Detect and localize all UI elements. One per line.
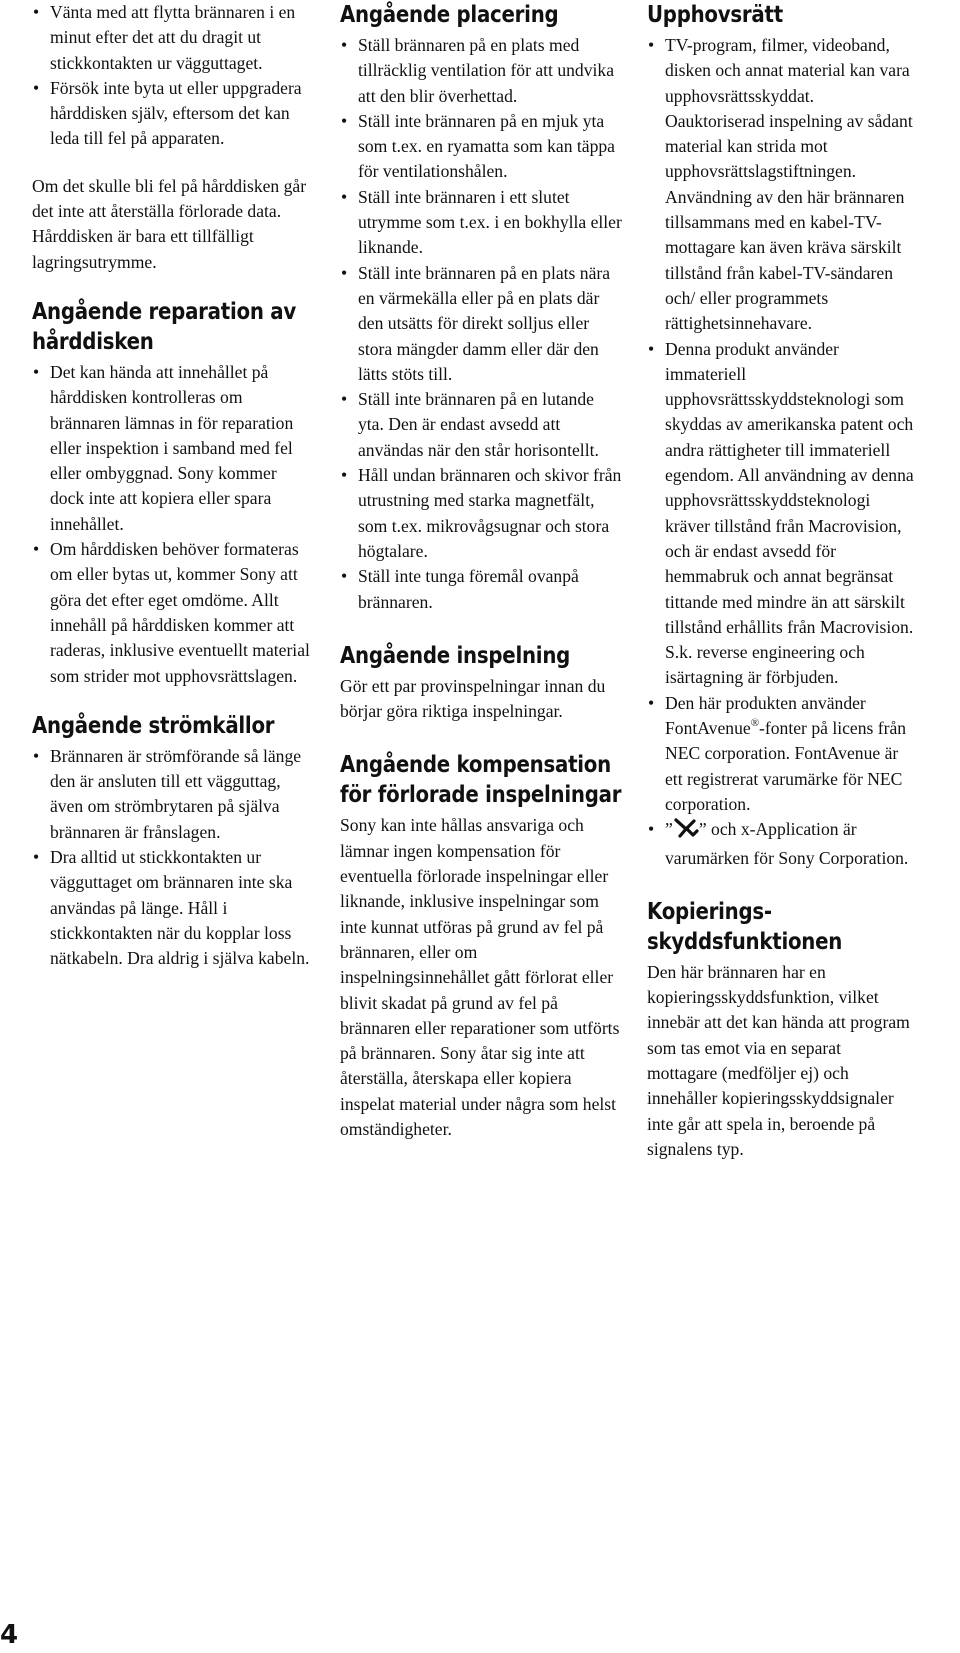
repair-list [32, 360, 310, 689]
list-item: • Ställ brännaren på en plats med tillräcklig ventilation för att undvika att den blir överhettad. [340, 33, 622, 109]
repair-heading: Angående reparation av hårddisken [32, 298, 296, 355]
power-list [32, 744, 310, 972]
open-quote: ” [665, 819, 673, 840]
list-item: • Brännaren är strömförande så länge den är ansluten till ett vägguttag, även om strömbrytaren på själva brännaren är frånslagen. [32, 744, 310, 845]
column-right [647, 0, 915, 1162]
recording-paragraph: Gör ett par provinspelningar innan du börjar göra riktiga inspelningar. [340, 675, 606, 722]
list-item: • Håll undan brännaren och skivor från utrustning med starka magnetfält, som t.ex. mikrovågsugnar och stora högtalare. [340, 463, 622, 564]
hdd-data-loss-paragraph: Om det skulle bli fel på hårddisken går det inte att återställa förlorade data. Hårddisken är bara ett tillfälligt lagringsutrymme. [32, 175, 307, 272]
fontavenue-license-text: -fonter på licens från NEC corporation. [665, 718, 907, 764]
list-item: • Ställ inte tunga föremål ovanpå brännaren. [340, 564, 622, 615]
power-heading: Angående strömkällor [32, 712, 275, 739]
page-number: 4 [0, 1620, 19, 1650]
copyright-heading: Upphovsrätt [647, 2, 783, 28]
copyprotect-heading [647, 897, 914, 957]
column-left [32, 0, 310, 972]
copyprotect-heading-line1: Kopierings- [647, 898, 772, 925]
copyprotect-paragraph: Den här brännaren har en kopieringsskyddsfunktion, vilket innebär att det kan hända att program som tas emot via en separat mottagare (medföljer ej) och innehåller kopieringsskyddsignaler inte går att spela in, beroende på signalens typ. [647, 961, 910, 1159]
copyright-list [647, 33, 915, 871]
placement-heading: Angående placering [340, 2, 559, 28]
list-item: • Ställ inte brännaren på en plats nära en värmekälla eller på en plats där den utsätts för direkt solljus eller stora mängder damm eller där den lätts stöts till. [340, 261, 622, 387]
list-item: • Ställ inte brännaren på en mjuk yta som t.ex. en ryamatta som kan täppa för ventilationshålen. [340, 109, 622, 185]
x-application-logo-icon [673, 818, 699, 845]
list-item: • Försök inte byta ut eller uppgradera hårddisken själv, eftersom det kan leda till fel på apparaten. [32, 76, 310, 152]
compensation-paragraph: Sony kan inte hållas ansvariga och lämnar ingen kompensation för eventuella förlorade inspelningar eller liknande, inklusive inspelningar som inte kunnat utföras på grund av fel på brännaren, eller om inspelningsinnehållet gått förlorat eller blivit skadat på grund av fel på brännaren eller reparationer som utförts på brännaren. Sony åtar sig inte att återställa, återskapa eller kopiera inspelat material under några som helst omständigheter. [340, 815, 620, 1139]
copyright-text-a: TV-program, filmer, videoband, disken och annat material kan vara upphovsrättsskyddat. [665, 35, 910, 106]
registered-mark: ® [750, 717, 760, 730]
placement-list [340, 33, 622, 615]
fontavenue-text: Den här produkten använder FontAvenue [665, 692, 866, 739]
bullet-list-top [32, 0, 310, 152]
list-item [647, 33, 915, 337]
list-item [647, 817, 915, 871]
list-item: • Ställ inte brännaren på en lutande yta. Den är endast avsedd att användas när den står horisontellt. [340, 387, 622, 463]
list-item: • Vänta med att flytta brännaren i en minut efter det att du dragit ut stickkontakten ur vägguttaget. [32, 0, 310, 76]
copyright-text-c: Användning av den här brännaren tillsammans med en kabel-TV-mottagare kan även kräva särskilt tillstånd från kabel-TV-sändaren och/ eller programmets rättighetsinnehavare. [665, 186, 905, 334]
list-item: • Dra alltid ut stickkontakten ur vägguttaget om brännaren inte ska användas på länge. Håll i stickkontakten när du kopplar loss nätkabeln. Dra aldrig i själva kabeln. [32, 845, 310, 971]
recording-heading: Angående inspelning [340, 642, 571, 669]
compensation-heading: Angående kompensation för förlorade inspelningar [340, 752, 622, 809]
copyprotect-heading-line2: skyddsfunktionen [647, 928, 843, 955]
list-item: • Denna produkt använder immateriell upphovsrättsskyddsteknologi som skyddas av amerikanska patent och andra rättigheter till immateriell egendom. All användning av denna upphovsrättsskyddsteknologi kräver tillstånd från Macrovision, och är endast avsedd för hemmabruk och annat begränsat tittande med mindre än att särskilt tillstånd erhållits från Macrovision. S.k. reverse engineering och isärtagning är förbjuden. [647, 337, 915, 691]
list-item: • Ställ inte brännaren i ett slutet utrymme som t.ex. i en bokhylla eller liknande. [340, 185, 622, 261]
column-middle [340, 0, 622, 1142]
fontavenue-trademark-text: FontAvenue är ett registrerat varumärke för NEC corporation. [665, 743, 903, 814]
copyright-text-b: Oauktoriserad inspelning av sådant material kan strida mot upphovsrättslagstiftningen. [665, 110, 913, 182]
list-item [647, 691, 915, 817]
list-item: • Det kan hända att innehållet på hårddisken kontrolleras om brännaren lämnas in för reparation eller inspektion i samband med fel eller ombyggnad. Sony kommer dock inte att kopiera eller spara innehållet. [32, 360, 310, 537]
x-application-trademark-text: ” och x-Application är varumärken för Sony Corporation. [665, 819, 909, 868]
list-item: • Om hårddisken behöver formateras om eller bytas ut, kommer Sony att göra det efter eget omdöme. Allt innehåll på hårddisken kommer att raderas, inklusive eventuellt material som strider mot upphovsrättslagen. [32, 537, 310, 689]
